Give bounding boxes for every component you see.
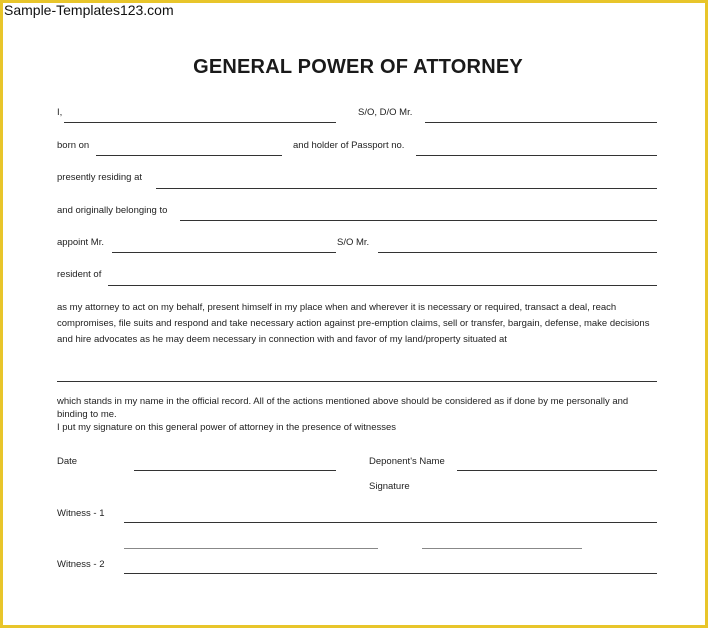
property-location-field-line[interactable] [57,381,657,382]
label-date: Date [57,456,78,467]
label-signature: Signature [369,481,410,492]
witness-1-detail-line[interactable] [124,548,378,549]
signature-statement: I put my signature on this general power of attorney in the presence of witnesses [57,422,397,433]
label-passport: and holder of Passport no. [293,140,405,151]
label-i: I, [57,107,63,118]
label-deponent-name: Deponent's Name [369,456,445,467]
label-appoint: appoint Mr. [57,237,104,248]
label-belonging: and originally belonging to [57,205,168,216]
label-so-mr: S/O Mr. [337,237,370,248]
father-name-field-line[interactable] [425,122,657,123]
authority-paragraph: as my attorney to act on my behalf, present himself in my place when and wherever it is necessary or required, transact a deal, reach compromises, file suits and respond and take necessary action against pre-emption claims, sell or transfer, bargain, defense, make decisions and hire advocates as he may deem necessary in connection with and favor of my land/property situated at [57,302,650,345]
residence-field-line[interactable] [156,188,657,189]
passport-field-line[interactable] [416,155,657,156]
label-witness-2: Witness - 2 [57,559,105,570]
label-resident: resident of [57,269,102,280]
date-field-line[interactable] [134,470,336,471]
deponent-name-field-line[interactable] [457,470,657,471]
label-born-on: born on [57,140,90,151]
witness-1-detail-line-2[interactable] [422,548,582,549]
label-witness-1: Witness - 1 [57,508,105,519]
witness-2-field-line[interactable] [124,573,657,574]
attorney-father-field-line[interactable] [378,252,657,253]
attorney-name-field-line[interactable] [112,252,336,253]
watermark-text: Sample-Templates123.com [4,2,174,18]
label-so-do: S/O, D/O Mr. [358,107,413,118]
label-residing: presently residing at [57,172,143,183]
name-field-line[interactable] [64,122,336,123]
origin-field-line[interactable] [180,220,657,221]
birth-date-field-line[interactable] [96,155,282,156]
attorney-residence-field-line[interactable] [108,285,657,286]
binding-paragraph: which stands in my name in the official record. All of the actions mentioned above should be considered as if done by me personally and binding to me. [57,396,629,420]
witness-1-field-line[interactable] [124,522,657,523]
page-title: GENERAL POWER OF ATTORNEY [193,56,523,78]
